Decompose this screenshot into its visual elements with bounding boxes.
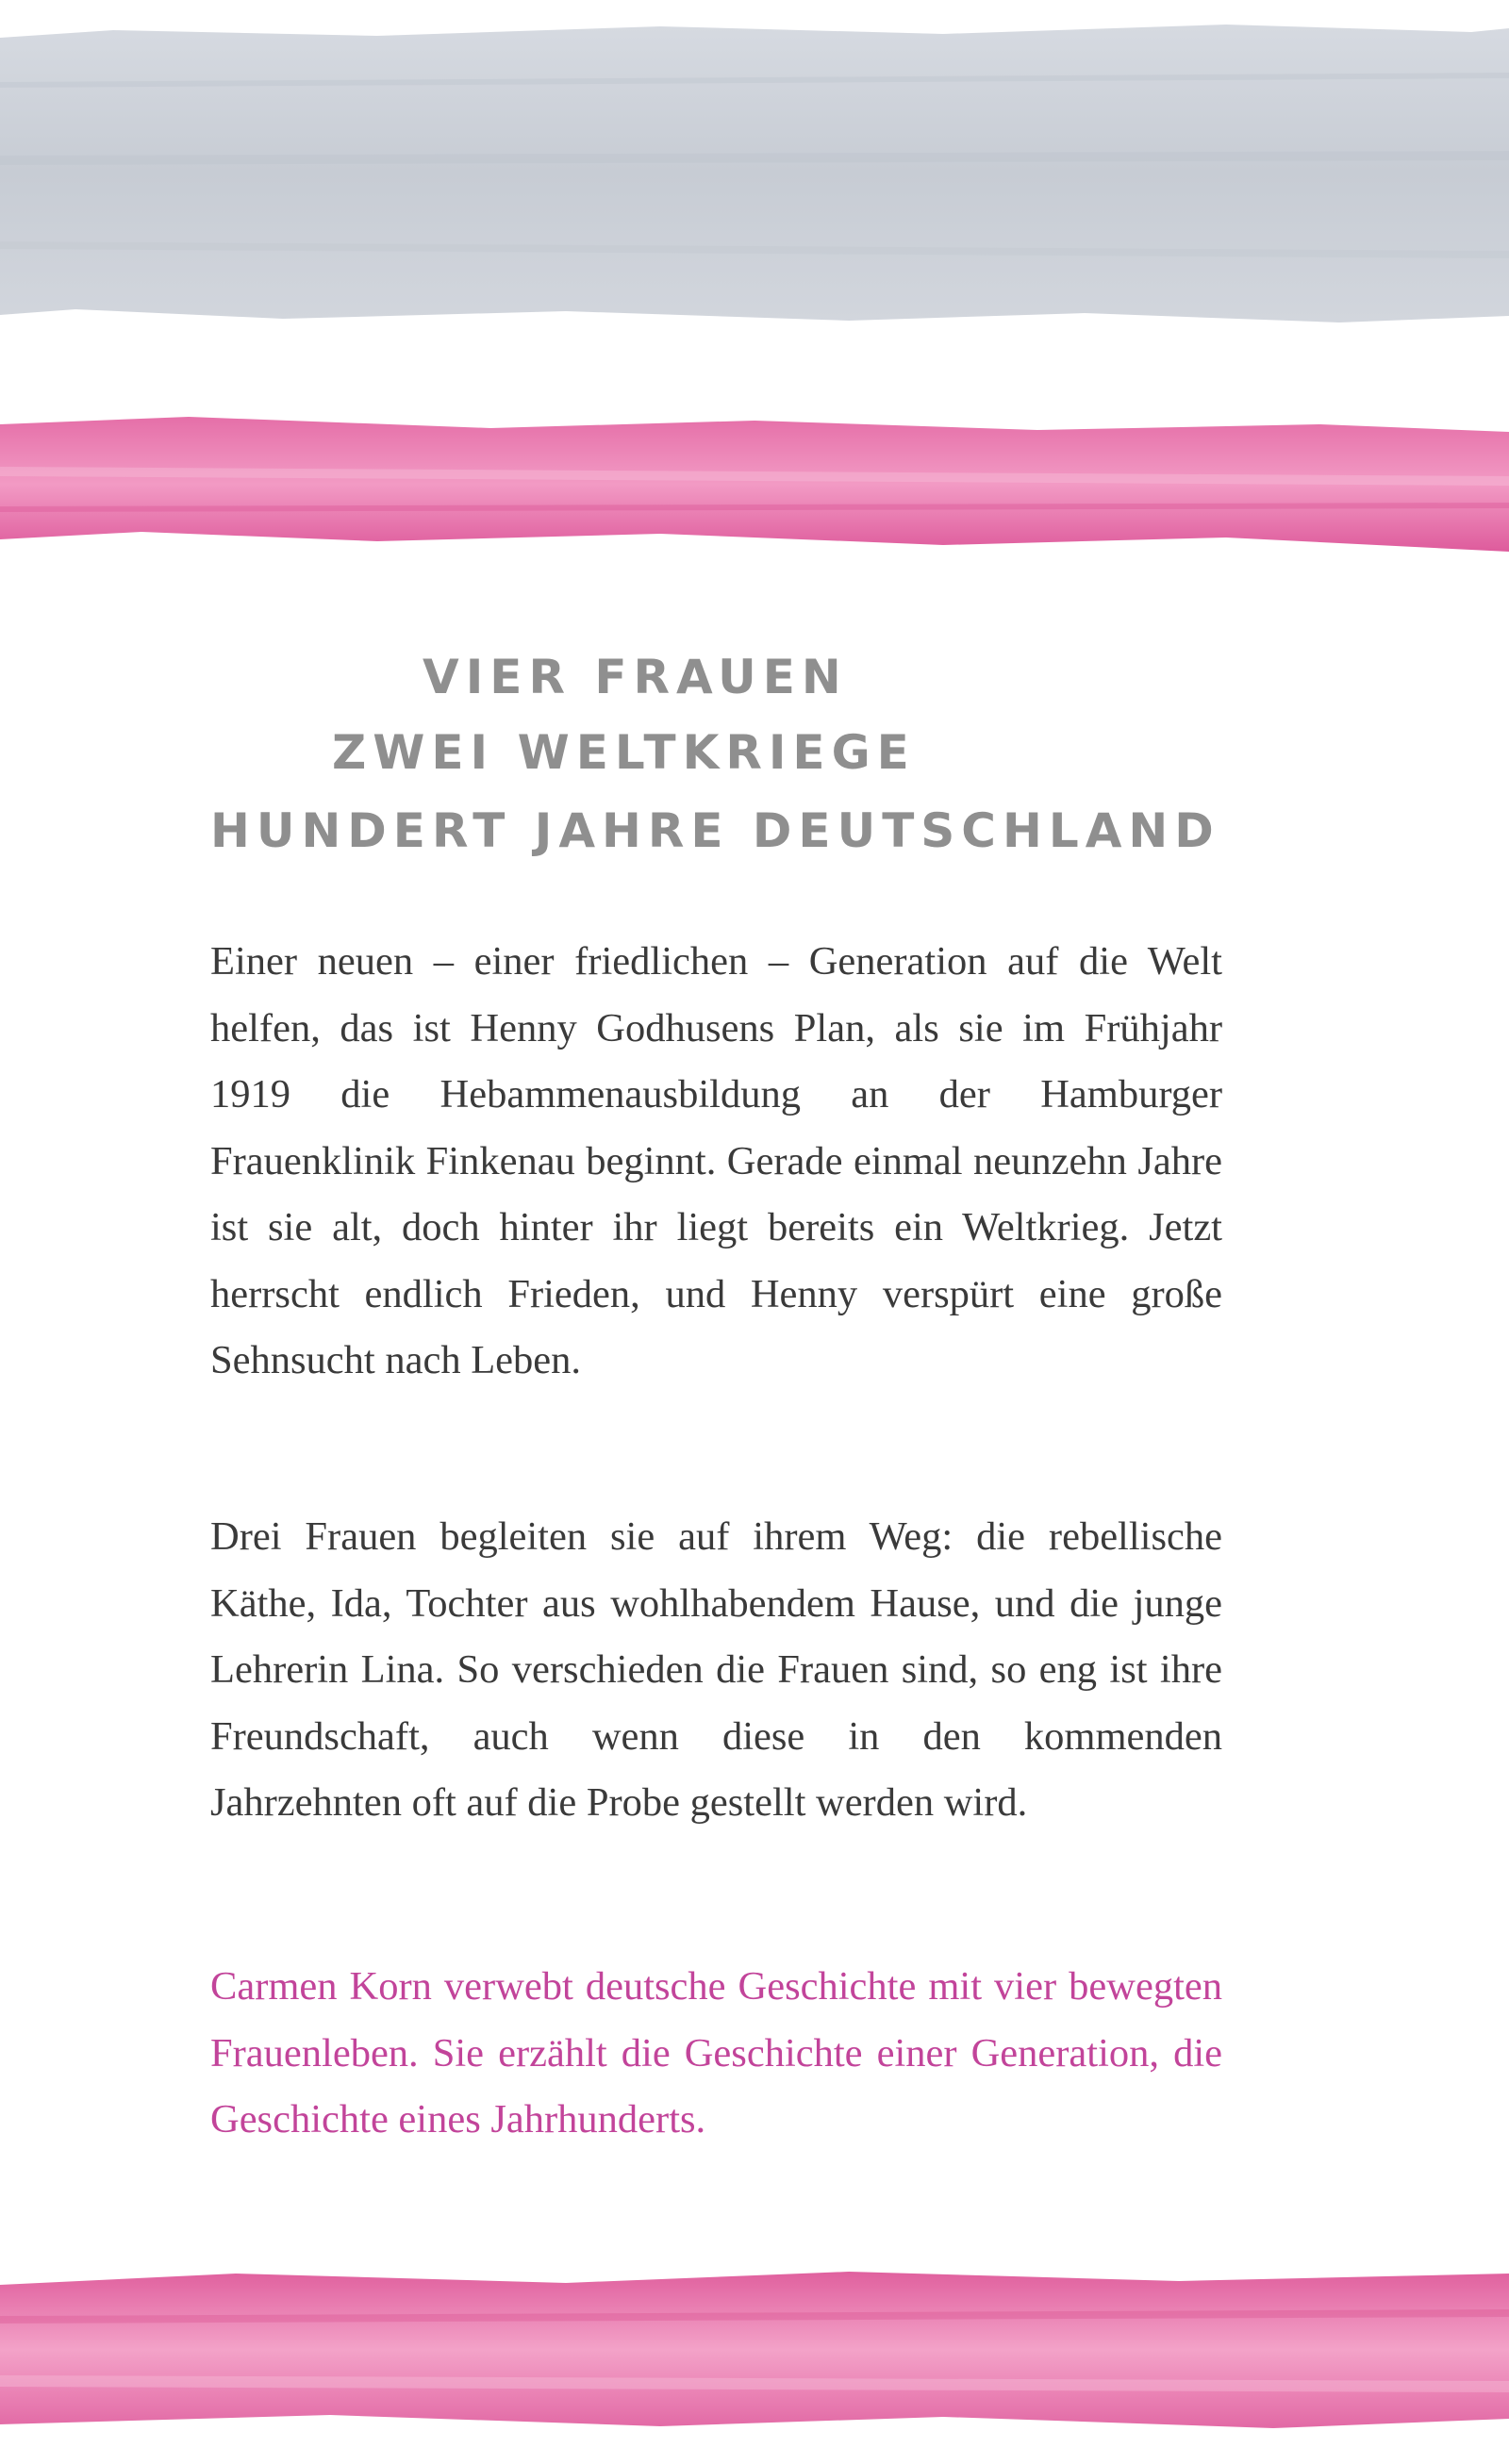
paragraph-henny: Einer neuen – einer friedlichen – Generation auf die Welt helfen, das ist Henny Godhusens Plan, als sie im Frühjahr 1919 die Hebammenausbildung an der Hamburger Frauenklinik Finkenau beginnt. Gerade einmal neunzehn Jahre ist sie alt, doch hinter ihr liegt bereits ein Weltkrieg. Jetzt herrscht endlich Frieden, und Henny verspürt eine große Sehnsucht nach Leben.	[210, 939, 1222, 1382]
pink-watercolor-stroke-bottom	[0, 2268, 1509, 2433]
paragraph-friends: Drei Frauen begleiten sie auf ihrem Weg: die rebellische Käthe, Ida, Tochter aus wohlhabendem Hause, und die junge Lehrerin Lina. So verschieden die Frauen sind, so eng ist ihre Freundschaft, auch wenn diese in den kommenden Jahrzehnten oft auf die Probe gestellt werden wird.	[210, 1514, 1222, 1825]
headline-line-1: VIER FRAUEN	[423, 650, 848, 704]
headline-line-2: ZWEI WELTKRIEGE	[332, 725, 916, 780]
grey-watercolor-stroke	[0, 19, 1509, 330]
headline-line-3: HUNDERT JAHRE DEUTSCHLAND	[210, 803, 1220, 858]
pink-watercolor-stroke-top	[0, 415, 1509, 556]
paragraph-author-blurb: Carmen Korn verwebt deutsche Geschichte mit vier bewegten Frauenleben. Sie erzählt die Geschichte einer Generation, die Geschichte eines Jahrhunderts.	[210, 1964, 1222, 2142]
